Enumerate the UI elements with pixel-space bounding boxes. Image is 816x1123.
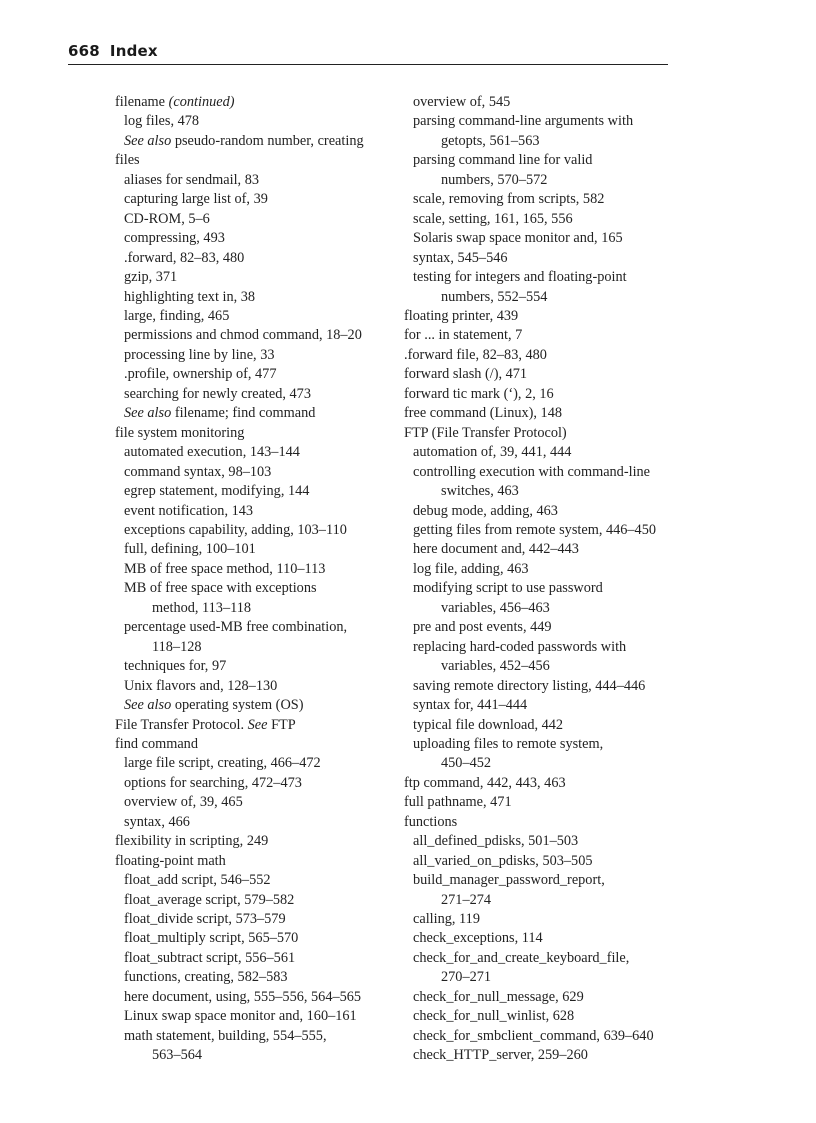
index-continuation [404, 288, 672, 307]
index-subentry [115, 579, 395, 598]
index-text: controlling execution with command-line [413, 463, 651, 480]
index-entry [404, 385, 672, 404]
index-subentry [404, 540, 672, 559]
index-continuation [404, 132, 672, 151]
index-text: 271–274 [441, 891, 492, 908]
index-subentry [404, 949, 672, 968]
index-text: for ... in statement, 7 [404, 327, 523, 344]
index-text: 563–564 [152, 1047, 203, 1064]
index-subentry [115, 1007, 395, 1026]
index-text: files [115, 152, 140, 169]
index-text: large, finding, 465 [124, 307, 230, 324]
index-subentry [404, 638, 672, 657]
index-subentry [115, 502, 395, 521]
index-text: pseudo-random number, creating [171, 132, 364, 149]
index-entry [115, 716, 395, 735]
index-text: automation of, 39, 441, 444 [413, 444, 572, 461]
index-text: forward slash (/), 471 [404, 366, 528, 383]
index-subentry [404, 268, 672, 287]
index-text: getopts, 561–563 [441, 132, 540, 149]
index-subentry [404, 929, 672, 948]
index-text: Linux swap space monitor and, 160–161 [124, 1008, 357, 1025]
index-text: find command [115, 735, 198, 752]
index-text: Unix flavors and, 128–130 [124, 677, 278, 694]
index-text: debug mode, adding, 463 [413, 502, 558, 519]
index-text: filename [115, 94, 169, 110]
index-subentry [115, 482, 395, 501]
index-continuation [404, 599, 672, 618]
index-text: File Transfer Protocol. [115, 716, 248, 733]
index-subentry [115, 929, 395, 948]
header-title: Index [109, 42, 158, 60]
index-text: gzip, 371 [124, 269, 178, 286]
index-text: free command (Linux), 148 [404, 405, 563, 422]
index-text: filename; find command [171, 405, 316, 422]
index-text: processing line by line, 33 [124, 346, 275, 363]
index-subentry [115, 618, 395, 637]
index-continuation [115, 599, 395, 618]
index-text: method, 113–118 [152, 599, 252, 616]
index-continuation [404, 657, 672, 676]
index-text: log file, adding, 463 [413, 560, 529, 577]
index-subentry [115, 949, 395, 968]
index-entry [404, 404, 672, 423]
index-text: MB of free space with exceptions [124, 580, 317, 597]
index-text: check_for_null_winlist, 628 [413, 1008, 575, 1025]
index-subentry [115, 326, 395, 345]
index-text: flexibility in scripting, 249 [115, 833, 269, 850]
index-text: CD-ROM, 5–6 [124, 210, 210, 227]
index-text: 118–128 [152, 638, 202, 655]
index-text: syntax for, 441–444 [413, 697, 528, 714]
index-text: full pathname, 471 [404, 794, 512, 811]
index-text: log files, 478 [124, 113, 200, 130]
index-subentry [115, 774, 395, 793]
index-text: float_subtract script, 556–561 [124, 949, 296, 966]
index-text: check_HTTP_server, 259–260 [413, 1047, 588, 1064]
index-text: numbers, 552–554 [441, 288, 548, 305]
index-text: compressing, 493 [124, 230, 225, 247]
index-subentry [404, 988, 672, 1007]
index-entry [404, 813, 672, 832]
index-entry [404, 326, 672, 345]
index-text: modifying script to use password [413, 580, 603, 597]
index-text: FTP (File Transfer Protocol) [404, 424, 567, 441]
index-column-right [404, 93, 672, 1066]
index-text: full, defining, 100–101 [124, 541, 256, 558]
index-text: check_for_null_message, 629 [413, 988, 584, 1005]
index-text: float_multiply script, 565–570 [124, 930, 299, 947]
index-subentry [404, 463, 672, 482]
index-subentry [115, 657, 395, 676]
index-subentry [404, 618, 672, 637]
index-italic-text: See also [124, 132, 172, 149]
index-text: parsing command line for valid [413, 152, 593, 169]
index-entry [115, 852, 395, 871]
index-continuation [404, 891, 672, 910]
index-subentry [404, 871, 672, 890]
index-subentry [404, 910, 672, 929]
index-text: getting files from remote system, 446–450 [413, 521, 657, 538]
index-subentry [404, 696, 672, 715]
index-subentry [404, 210, 672, 229]
index-subentry [404, 249, 672, 268]
index-text: variables, 456–463 [441, 599, 550, 616]
index-text: all_defined_pdisks, 501–503 [413, 833, 579, 850]
index-subentry [404, 502, 672, 521]
index-subentry [115, 871, 395, 890]
index-subentry [115, 132, 395, 151]
index-continuation [404, 171, 672, 190]
index-text: pre and post events, 449 [413, 619, 552, 636]
index-text: all_varied_on_pdisks, 503–505 [413, 852, 593, 869]
index-subentry [404, 151, 672, 170]
index-text: forward tic mark (‘), 2, 16 [404, 385, 554, 402]
index-subentry [404, 521, 672, 540]
index-entry [404, 793, 672, 812]
index-entry [115, 832, 395, 851]
index-subentry [404, 832, 672, 851]
index-text: large file script, creating, 466–472 [124, 755, 321, 772]
index-text: here document and, 442–443 [413, 541, 579, 558]
index-text: command syntax, 98–103 [124, 463, 272, 480]
index-subentry [115, 560, 395, 579]
index-text: automated execution, 143–144 [124, 444, 300, 461]
index-text: FTP [267, 716, 296, 733]
index-subentry [115, 229, 395, 248]
index-subentry [115, 521, 395, 540]
index-text: check_for_smbclient_command, 639–640 [413, 1027, 654, 1044]
page-number: 668 [68, 42, 100, 60]
index-italic-text: See [247, 716, 268, 733]
index-entry [404, 365, 672, 384]
index-text: floating-point math [115, 852, 226, 869]
index-subentry [115, 813, 395, 832]
index-text: build_manager_password_report, [413, 872, 605, 889]
index-subentry [404, 112, 672, 131]
index-subentry [404, 852, 672, 871]
index-text: operating system (OS) [171, 697, 304, 714]
index-text: searching for newly created, 473 [124, 385, 311, 402]
index-text: functions, creating, 582–583 [124, 969, 288, 986]
index-continuation [404, 482, 672, 501]
index-text: typical file download, 442 [413, 716, 564, 733]
index-text: calling, 119 [413, 911, 480, 928]
index-subentry [404, 93, 672, 112]
index-text: options for searching, 472–473 [124, 774, 302, 791]
index-subentry [115, 754, 395, 773]
index-subentry [115, 112, 395, 131]
index-subentry [404, 1046, 672, 1065]
index-text: highlighting text in, 38 [124, 288, 256, 305]
index-subentry [404, 716, 672, 735]
index-text: scale, setting, 161, 165, 556 [413, 210, 573, 227]
index-subentry [115, 910, 395, 929]
index-text: event notification, 143 [124, 502, 254, 519]
index-text: 450–452 [441, 755, 492, 772]
index-text: exceptions capability, adding, 103–110 [124, 521, 347, 538]
index-text: numbers, 570–572 [441, 171, 548, 188]
index-text: percentage used-MB free combination, [124, 619, 348, 636]
index-text: techniques for, 97 [124, 658, 227, 675]
index-text: .forward file, 82–83, 480 [404, 346, 547, 363]
index-continuation [404, 754, 672, 773]
index-subentry [115, 443, 395, 462]
index-entry [404, 424, 672, 443]
index-text: MB of free space method, 110–113 [124, 560, 326, 577]
index-entry [115, 151, 395, 170]
index-text: scale, removing from scripts, 582 [413, 191, 605, 208]
index-subentry [115, 210, 395, 229]
index-text: float_average script, 579–582 [124, 891, 295, 908]
index-subentry [115, 793, 395, 812]
index-subentry [115, 677, 395, 696]
index-text: 270–271 [441, 969, 492, 986]
index-text: uploading files to remote system, [413, 735, 604, 752]
index-continuation [404, 968, 672, 987]
index-text: switches, 463 [441, 483, 519, 500]
index-subentry [404, 1007, 672, 1026]
index-text: check_for_and_create_keyboard_file, [413, 949, 630, 966]
index-subentry [115, 268, 395, 287]
index-subentry [115, 190, 395, 209]
index-subentry [115, 891, 395, 910]
index-text: check_exceptions, 114 [413, 930, 543, 947]
index-text: floating printer, 439 [404, 307, 519, 324]
index-column-left [115, 93, 395, 1066]
index-subentry [404, 560, 672, 579]
index-text: parsing command-line arguments with [413, 113, 634, 130]
index-subentry [115, 249, 395, 268]
index-subentry [115, 365, 395, 384]
index-subentry [115, 385, 395, 404]
index-text: capturing large list of, 39 [124, 191, 268, 208]
index-italic-text: See also [124, 405, 172, 422]
index-subentry [115, 307, 395, 326]
index-subentry [404, 190, 672, 209]
index-text: permissions and chmod command, 18–20 [124, 327, 362, 344]
index-text: aliases for sendmail, 83 [124, 171, 259, 188]
index-entry [404, 346, 672, 365]
index-text: egrep statement, modifying, 144 [124, 483, 310, 500]
index-text: file system monitoring [115, 424, 245, 441]
index-subentry [115, 463, 395, 482]
index-text: overview of, 545 [413, 94, 511, 110]
index-text: testing for integers and floating-point [413, 269, 627, 286]
index-continuation [115, 1046, 395, 1065]
index-text: replacing hard-coded passwords with [413, 638, 627, 655]
index-text: saving remote directory listing, 444–446 [413, 677, 646, 694]
index-subentry [404, 443, 672, 462]
index-text: here document, using, 555–556, 564–565 [124, 988, 362, 1005]
index-text: ftp command, 442, 443, 463 [404, 774, 566, 791]
index-continuation [115, 638, 395, 657]
header-rule [68, 64, 668, 65]
index-text: .profile, ownership of, 477 [124, 366, 277, 383]
index-subentry [404, 579, 672, 598]
index-subentry [115, 968, 395, 987]
index-subentry [115, 1027, 395, 1046]
index-subentry [404, 677, 672, 696]
index-subentry [115, 988, 395, 1007]
index-text: Solaris swap space monitor and, 165 [413, 230, 623, 247]
index-text: functions [404, 813, 458, 830]
index-text: overview of, 39, 465 [124, 794, 243, 811]
index-entry [404, 774, 672, 793]
index-italic-text: (continued) [168, 94, 235, 110]
index-italic-text: See also [124, 697, 172, 714]
index-subentry [115, 288, 395, 307]
index-subentry [115, 171, 395, 190]
index-subentry [115, 346, 395, 365]
index-text: variables, 452–456 [441, 658, 550, 675]
index-text: float_add script, 546–552 [124, 872, 271, 889]
index-text: math statement, building, 554–555, [124, 1027, 327, 1044]
index-subentry [404, 1027, 672, 1046]
index-text: float_divide script, 573–579 [124, 911, 286, 928]
index-text: .forward, 82–83, 480 [124, 249, 245, 266]
index-entry [404, 307, 672, 326]
index-subentry [115, 540, 395, 559]
index-entry [115, 735, 395, 754]
index-subentry [115, 404, 395, 423]
index-text: syntax, 466 [124, 813, 190, 830]
index-text: syntax, 545–546 [413, 249, 508, 266]
index-subentry [404, 735, 672, 754]
index-entry [115, 93, 395, 112]
running-header [68, 42, 668, 60]
index-subentry [115, 696, 395, 715]
index-subentry [404, 229, 672, 248]
index-entry [115, 424, 395, 443]
